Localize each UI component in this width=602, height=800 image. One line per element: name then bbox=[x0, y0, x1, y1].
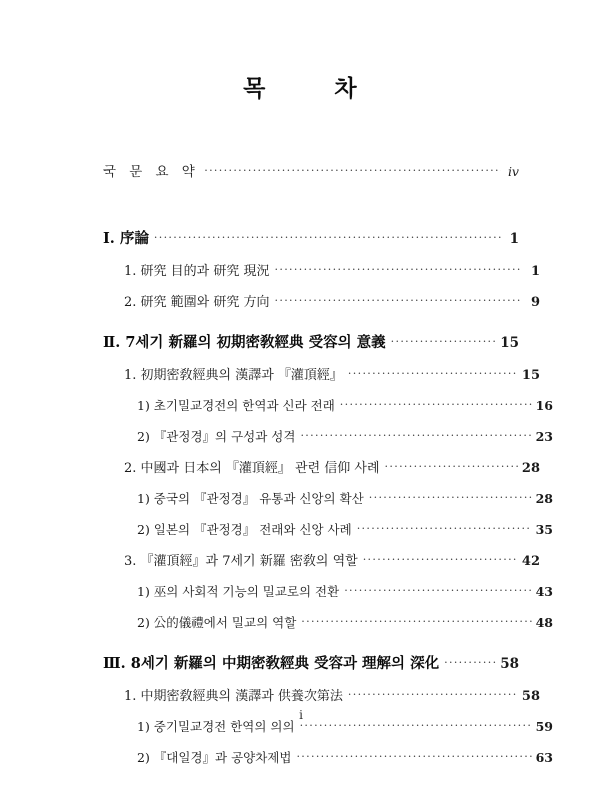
toc-entry-page-number: 35 bbox=[535, 522, 553, 537]
toc-entry-page-number: 58 bbox=[500, 656, 519, 672]
toc-entry-label: Ⅲ. 8세기 新羅의 中期密敎經典 受容과 理解의 深化 bbox=[103, 655, 440, 672]
toc-entry-page-number: 15 bbox=[500, 335, 519, 351]
toc-entry-section[interactable] bbox=[124, 456, 540, 476]
leader-dots bbox=[444, 652, 496, 668]
toc-entry-subsection[interactable] bbox=[137, 611, 553, 631]
toc-entry-label: 3. 『灌頂經』과 7세기 新羅 密敎의 역할 bbox=[124, 554, 358, 569]
table-of-contents bbox=[103, 160, 553, 766]
toc-entry-page-number: 48 bbox=[535, 615, 553, 630]
chapter-spacer bbox=[103, 310, 519, 331]
leader-dots bbox=[301, 611, 531, 627]
leader-dots bbox=[348, 363, 518, 379]
toc-entry-subsection[interactable] bbox=[137, 394, 553, 414]
leader-dots bbox=[204, 160, 501, 176]
toc-entry-page-number: 42 bbox=[521, 554, 540, 569]
toc-entry-page-number: 16 bbox=[535, 398, 553, 413]
leader-dots bbox=[340, 394, 532, 410]
toc-entry-chapter[interactable] bbox=[103, 331, 519, 352]
toc-entry-page-number: 9 bbox=[530, 295, 540, 310]
toc-entry-page-number: 15 bbox=[521, 368, 540, 383]
toc-entry-label: 1. 研究 目的과 研究 現況 bbox=[124, 264, 270, 279]
toc-entry-label: 1. 中期密敎經典의 漢譯과 供養次第法 bbox=[124, 689, 343, 704]
toc-entry-subsection[interactable] bbox=[137, 518, 553, 538]
leader-dots bbox=[391, 331, 497, 347]
toc-entry-chapter[interactable] bbox=[103, 652, 519, 673]
page-title-char-1: 목 bbox=[243, 76, 268, 102]
toc-entry-label: Ⅰ. 序論 bbox=[103, 230, 149, 247]
toc-entry-chapter[interactable] bbox=[103, 227, 519, 248]
leader-dots bbox=[296, 746, 531, 762]
page-folio: i bbox=[299, 708, 303, 722]
leader-dots bbox=[275, 290, 523, 306]
toc-entry-section[interactable] bbox=[124, 259, 540, 279]
leader-dots bbox=[363, 549, 518, 565]
front-matter-spacer bbox=[103, 180, 519, 227]
toc-entry-label: 1) 중기밀교경전 한역의 의의 bbox=[137, 719, 295, 734]
page-title bbox=[0, 70, 602, 103]
toc-entry-subsection[interactable] bbox=[137, 487, 553, 507]
toc-entry-section[interactable] bbox=[124, 684, 540, 704]
chapter-spacer bbox=[103, 631, 519, 652]
toc-entry-front-matter[interactable] bbox=[103, 160, 519, 180]
toc-entry-subsection[interactable] bbox=[137, 580, 553, 600]
leader-dots bbox=[357, 518, 532, 534]
toc-entry-label: 1) 중국의 『관정경』 유통과 신앙의 확산 bbox=[137, 491, 364, 506]
toc-entry-label: 2) 『대일경』과 공양차제법 bbox=[137, 750, 292, 765]
toc-entry-label: 2) 公的儀禮에서 밀교의 역할 bbox=[137, 615, 297, 630]
toc-entry-page-number: 23 bbox=[535, 429, 553, 444]
toc-entry-page-number: 43 bbox=[535, 584, 553, 599]
toc-entry-section[interactable] bbox=[124, 363, 540, 383]
leader-dots bbox=[348, 684, 518, 700]
toc-entry-label: 2. 中國과 日本의 『灌頂經』 관련 信仰 사례 bbox=[124, 461, 380, 476]
toc-entry-label: 2) 일본의 『관정경』 전래와 신앙 사례 bbox=[137, 522, 352, 537]
toc-entry-subsection[interactable] bbox=[137, 425, 553, 445]
toc-entry-page-number: 1 bbox=[530, 264, 540, 279]
toc-entry-section[interactable] bbox=[124, 290, 540, 310]
toc-entry-label: 1. 初期密敎經典의 漢譯과 『灌頂經』 bbox=[124, 368, 343, 383]
leader-dots bbox=[154, 227, 501, 243]
leader-dots bbox=[300, 425, 531, 441]
toc-entry-page-number: 1 bbox=[509, 231, 519, 247]
toc-entry-page-number: 59 bbox=[535, 719, 553, 734]
toc-entry-page-number: 58 bbox=[521, 689, 540, 704]
toc-entry-subsection[interactable] bbox=[137, 746, 553, 766]
toc-entry-page-number: iv bbox=[507, 164, 519, 179]
toc-entry-label: Ⅱ. 7세기 新羅의 初期密敎經典 受容의 意義 bbox=[103, 334, 386, 351]
leader-dots bbox=[344, 580, 531, 596]
toc-entry-label: 국 문 요 약 bbox=[103, 164, 200, 180]
leader-dots bbox=[275, 259, 523, 275]
toc-entry-section[interactable] bbox=[124, 549, 540, 569]
toc-entry-page-number: 28 bbox=[535, 491, 553, 506]
toc-entry-page-number: 63 bbox=[535, 750, 553, 765]
toc-entry-label: 1) 초기밀교경전의 한역과 신라 전래 bbox=[137, 398, 335, 413]
leader-dots bbox=[369, 487, 532, 503]
toc-entry-label: 2) 『관정경』의 구성과 성격 bbox=[137, 429, 296, 444]
toc-entry-label: 1) 巫의 사회적 기능의 밀교로의 전환 bbox=[137, 584, 340, 599]
toc-entry-label: 2. 研究 範圍와 研究 方向 bbox=[124, 295, 270, 310]
toc-entry-page-number: 28 bbox=[521, 461, 540, 476]
page-title-char-2: 차 bbox=[334, 76, 359, 102]
leader-dots bbox=[385, 456, 518, 472]
